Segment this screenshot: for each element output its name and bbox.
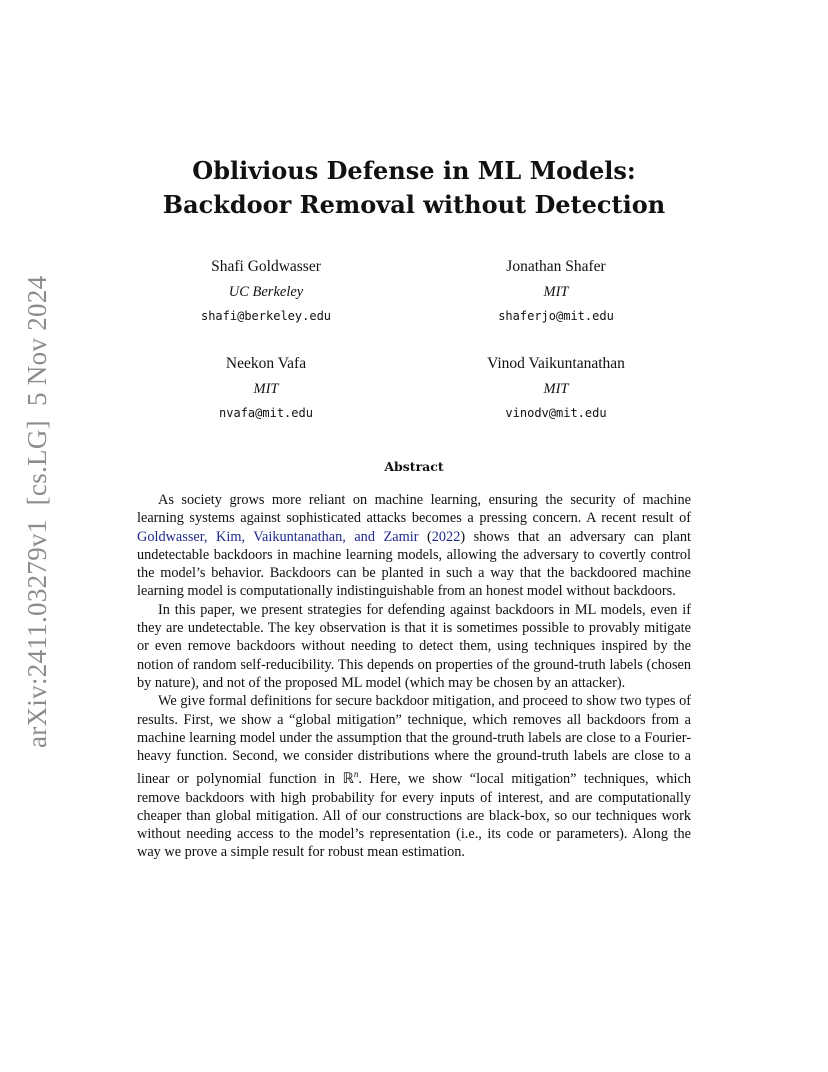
arxiv-date: 5 Nov 2024	[22, 275, 52, 407]
paragraph-text: ) shows that an adversary can plant undetectable backdoors in machine learning models, allowing the adversary to covertly control the model’s behavior. Backdoors can be planted in such a way that the backdoored machine learning model is computationally indistinguishable from an honest model without backdoors.	[137, 528, 691, 600]
author-name: Jonathan Shafer	[506, 258, 606, 275]
paragraph-text: . Here, we show “local mitigation” techniques, which remove backdoors with high probability for every inputs of interest, and are computationally cheaper than global mitigation. All of our constructions are black-box, so our techniques work without needing access to the model’s representation (i.e., its code or parameters). Along the way we prove a simple result for robust mean estimation.	[137, 771, 691, 861]
abstract-paragraph-3	[137, 692, 691, 861]
author-email: shaferjo@mit.edu	[498, 309, 614, 323]
citation-authors-link[interactable]: Goldwasser, Kim, Vaikuntanathan, and Zamir	[137, 528, 419, 545]
abstract-heading: Abstract	[384, 459, 444, 474]
title-line-2: Backdoor Removal without Detection	[162, 190, 666, 219]
author-email: nvafa@mit.edu	[219, 406, 313, 420]
arxiv-identifier-stamp	[22, 262, 53, 748]
paragraph-text: As society grows more reliant on machine learning, ensuring the security of machine learning systems against sophisticated attacks becomes a pressing concern. A recent result of	[137, 492, 691, 527]
paper-title	[0, 154, 828, 222]
author-name: Neekon Vafa	[225, 355, 307, 372]
author-block	[136, 257, 396, 325]
abstract-paragraph-1	[137, 491, 691, 601]
arxiv-id: arXiv:2411.03279v1	[22, 519, 52, 748]
author-email: shafi@berkeley.edu	[200, 309, 332, 323]
author-affiliation: UC Berkeley	[228, 284, 304, 300]
paragraph-text: We give formal definitions for secure backdoor mitigation, and proceed to show two types of results. First, we show a “global mitigation” technique, which removes all backdoors from a machine learning model under the assumption that the ground-truth labels are close to a Fourier-heavy function. Second, we consider distributions where the ground-truth labels are close to a linear or polynomial function in ℝ	[137, 693, 691, 788]
author-block	[426, 354, 686, 422]
author-block	[136, 354, 396, 422]
citation-year-link[interactable]: 2022	[431, 528, 461, 545]
abstract-paragraph-2: In this paper, we present strategies for defending against backdoors in ML models, even if they are undetectable. The key observation is that it is sometimes possible to provably mitigate or even remove backdoors without needing to detect them, using techniques inspired by the notion of random self-reducibility. This depends on properties of the ground-truth labels (chosen by nature), and not of the proposed ML model (which may be chosen by an attacker).	[137, 601, 691, 691]
author-affiliation: MIT	[543, 284, 569, 300]
abstract-body	[137, 491, 691, 862]
author-email: vinodv@mit.edu	[505, 406, 607, 420]
author-name: Vinod Vaikuntanathan	[487, 355, 625, 372]
author-affiliation: MIT	[543, 381, 569, 397]
author-block	[426, 257, 686, 325]
paragraph-text: (	[418, 528, 432, 545]
arxiv-category: [cs.LG]	[22, 420, 52, 506]
author-affiliation: MIT	[253, 381, 279, 397]
superscript-n: n	[353, 769, 359, 780]
author-name: Shafi Goldwasser	[211, 258, 321, 275]
title-line-1: Oblivious Defense in ML Models:	[192, 156, 636, 185]
